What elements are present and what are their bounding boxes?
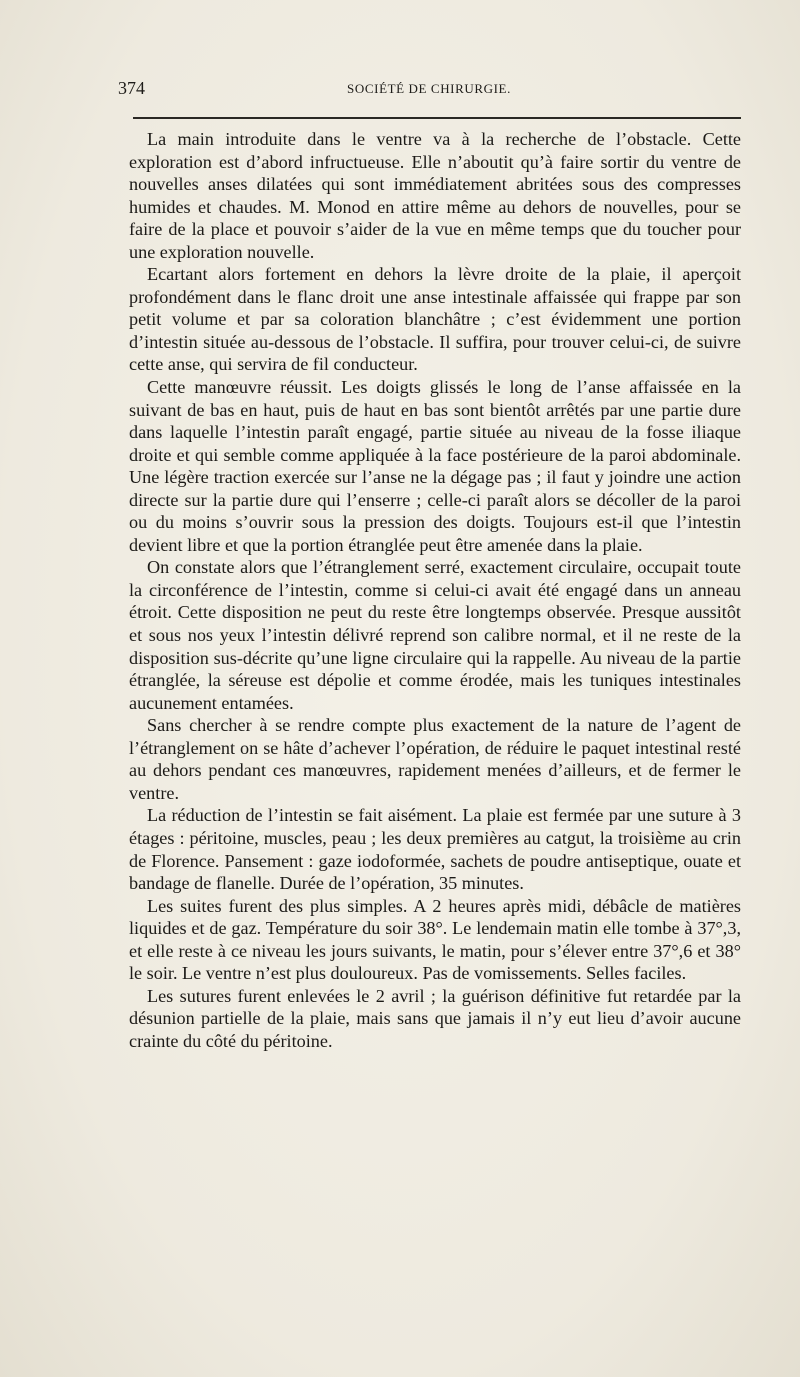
- paragraph: La réduction de l’intestin se fait aisément. La plaie est fermée par une suture à 3 étages : péritoine, muscles, peau ; les deux premières au catgut, la troisième au crin de Florence. Pansement : gaze iodoformée, sachets de poudre antiseptique, ouate et bandage de flanelle. Durée de l’opération, 35 minutes.: [129, 805, 741, 894]
- paragraph: Cette manœuvre réussit. Les doigts glissés le long de l’anse affaissée en la suivant de bas en haut, puis de haut en bas sont bientôt arrêtés par une partie dure dans laquelle l’intestin paraît engagé, partie située au niveau de la fosse iliaque droite et qui semble comme appliquée à la face postérieure de la paroi abdominale. Une légère traction exercée sur l’anse ne la dégage pas ; il faut y joindre une action directe sur la partie dure qui l’enserre ; celle-ci paraît alors se décoller de la paroi ou du moins s’ouvrir sous la pression des doigts. Toujours est-il que l’intestin devient libre et que la portion étranglée peut être amenée dans la plaie.: [129, 377, 741, 555]
- paragraph: La main introduite dans le ventre va à la recherche de l’obstacle. Cette exploration est d’abord infructueuse. Elle n’aboutit qu’à faire sortir du ventre de nouvelles anses dilatées qui sont immédiatement abritées sous des compresses humides et chaudes. M. Monod en attire même au dehors de nouvelles, pour se faire de la place et pouvoir s’aider de la vue en même temps que du toucher pour une exploration nouvelle.: [129, 129, 741, 262]
- page-number: 374: [118, 78, 145, 98]
- page-header: [118, 78, 740, 102]
- body-text: [129, 128, 741, 1052]
- paragraph: Sans chercher à se rendre compte plus exactement de la nature de l’agent de l’étranglement on se hâte d’achever l’opération, de réduire le paquet intestinal resté au dehors pendant ces manœuvres, rapidement menées d’ailleurs, et de fermer le ventre.: [129, 715, 741, 803]
- paragraph: On constate alors que l’étranglement serré, exactement circulaire, occupait toute la circonférence de l’intestin, comme si celui-ci avait été engagé dans un anneau étroit. Cette disposition ne peut du reste être longtemps observée. Presque aussitôt et sous nos yeux l’intestin délivré reprend son calibre normal, et il ne reste de la disposition sus-décrite qu’une ligne circulaire qui la rappelle. Au niveau de la partie étranglée, la séreuse est dépolie et comme érodée, mais les tuniques intestinales aucunement entamées.: [129, 557, 741, 713]
- paragraph: Ecartant alors fortement en dehors la lèvre droite de la plaie, il aperçoit profondément dans le flanc droit une anse intestinale affaissée qui frappe par son petit volume et par sa coloration blanchâtre ; c’est évidemment une portion d’intestin située au-dessous de l’obstacle. Il suffira, pour trouver celui-ci, de suivre cette anse, qui servira de fil conducteur.: [129, 264, 741, 375]
- paragraph: Les sutures furent enlevées le 2 avril ; la guérison définitive fut retardée par la désunion partielle de la plaie, mais sans que jamais il n’y eut lieu d’avoir aucune crainte du côté du péritoine.: [129, 985, 741, 1051]
- paragraph: Les suites furent des plus simples. A 2 heures après midi, débâcle de matières liquides et de gaz. Température du soir 38°. Le lendemain matin elle tombe à 37°,3, et elle reste à ce niveau les jours suivants, le matin, pour s’élever entre 37°,6 et 38° le soir. Le ventre n’est plus douloureux. Pas de vomissements. Selles faciles.: [129, 895, 741, 984]
- running-title: SOCIÉTÉ DE CHIRURGIE.: [347, 81, 511, 96]
- header-rule: [133, 117, 741, 119]
